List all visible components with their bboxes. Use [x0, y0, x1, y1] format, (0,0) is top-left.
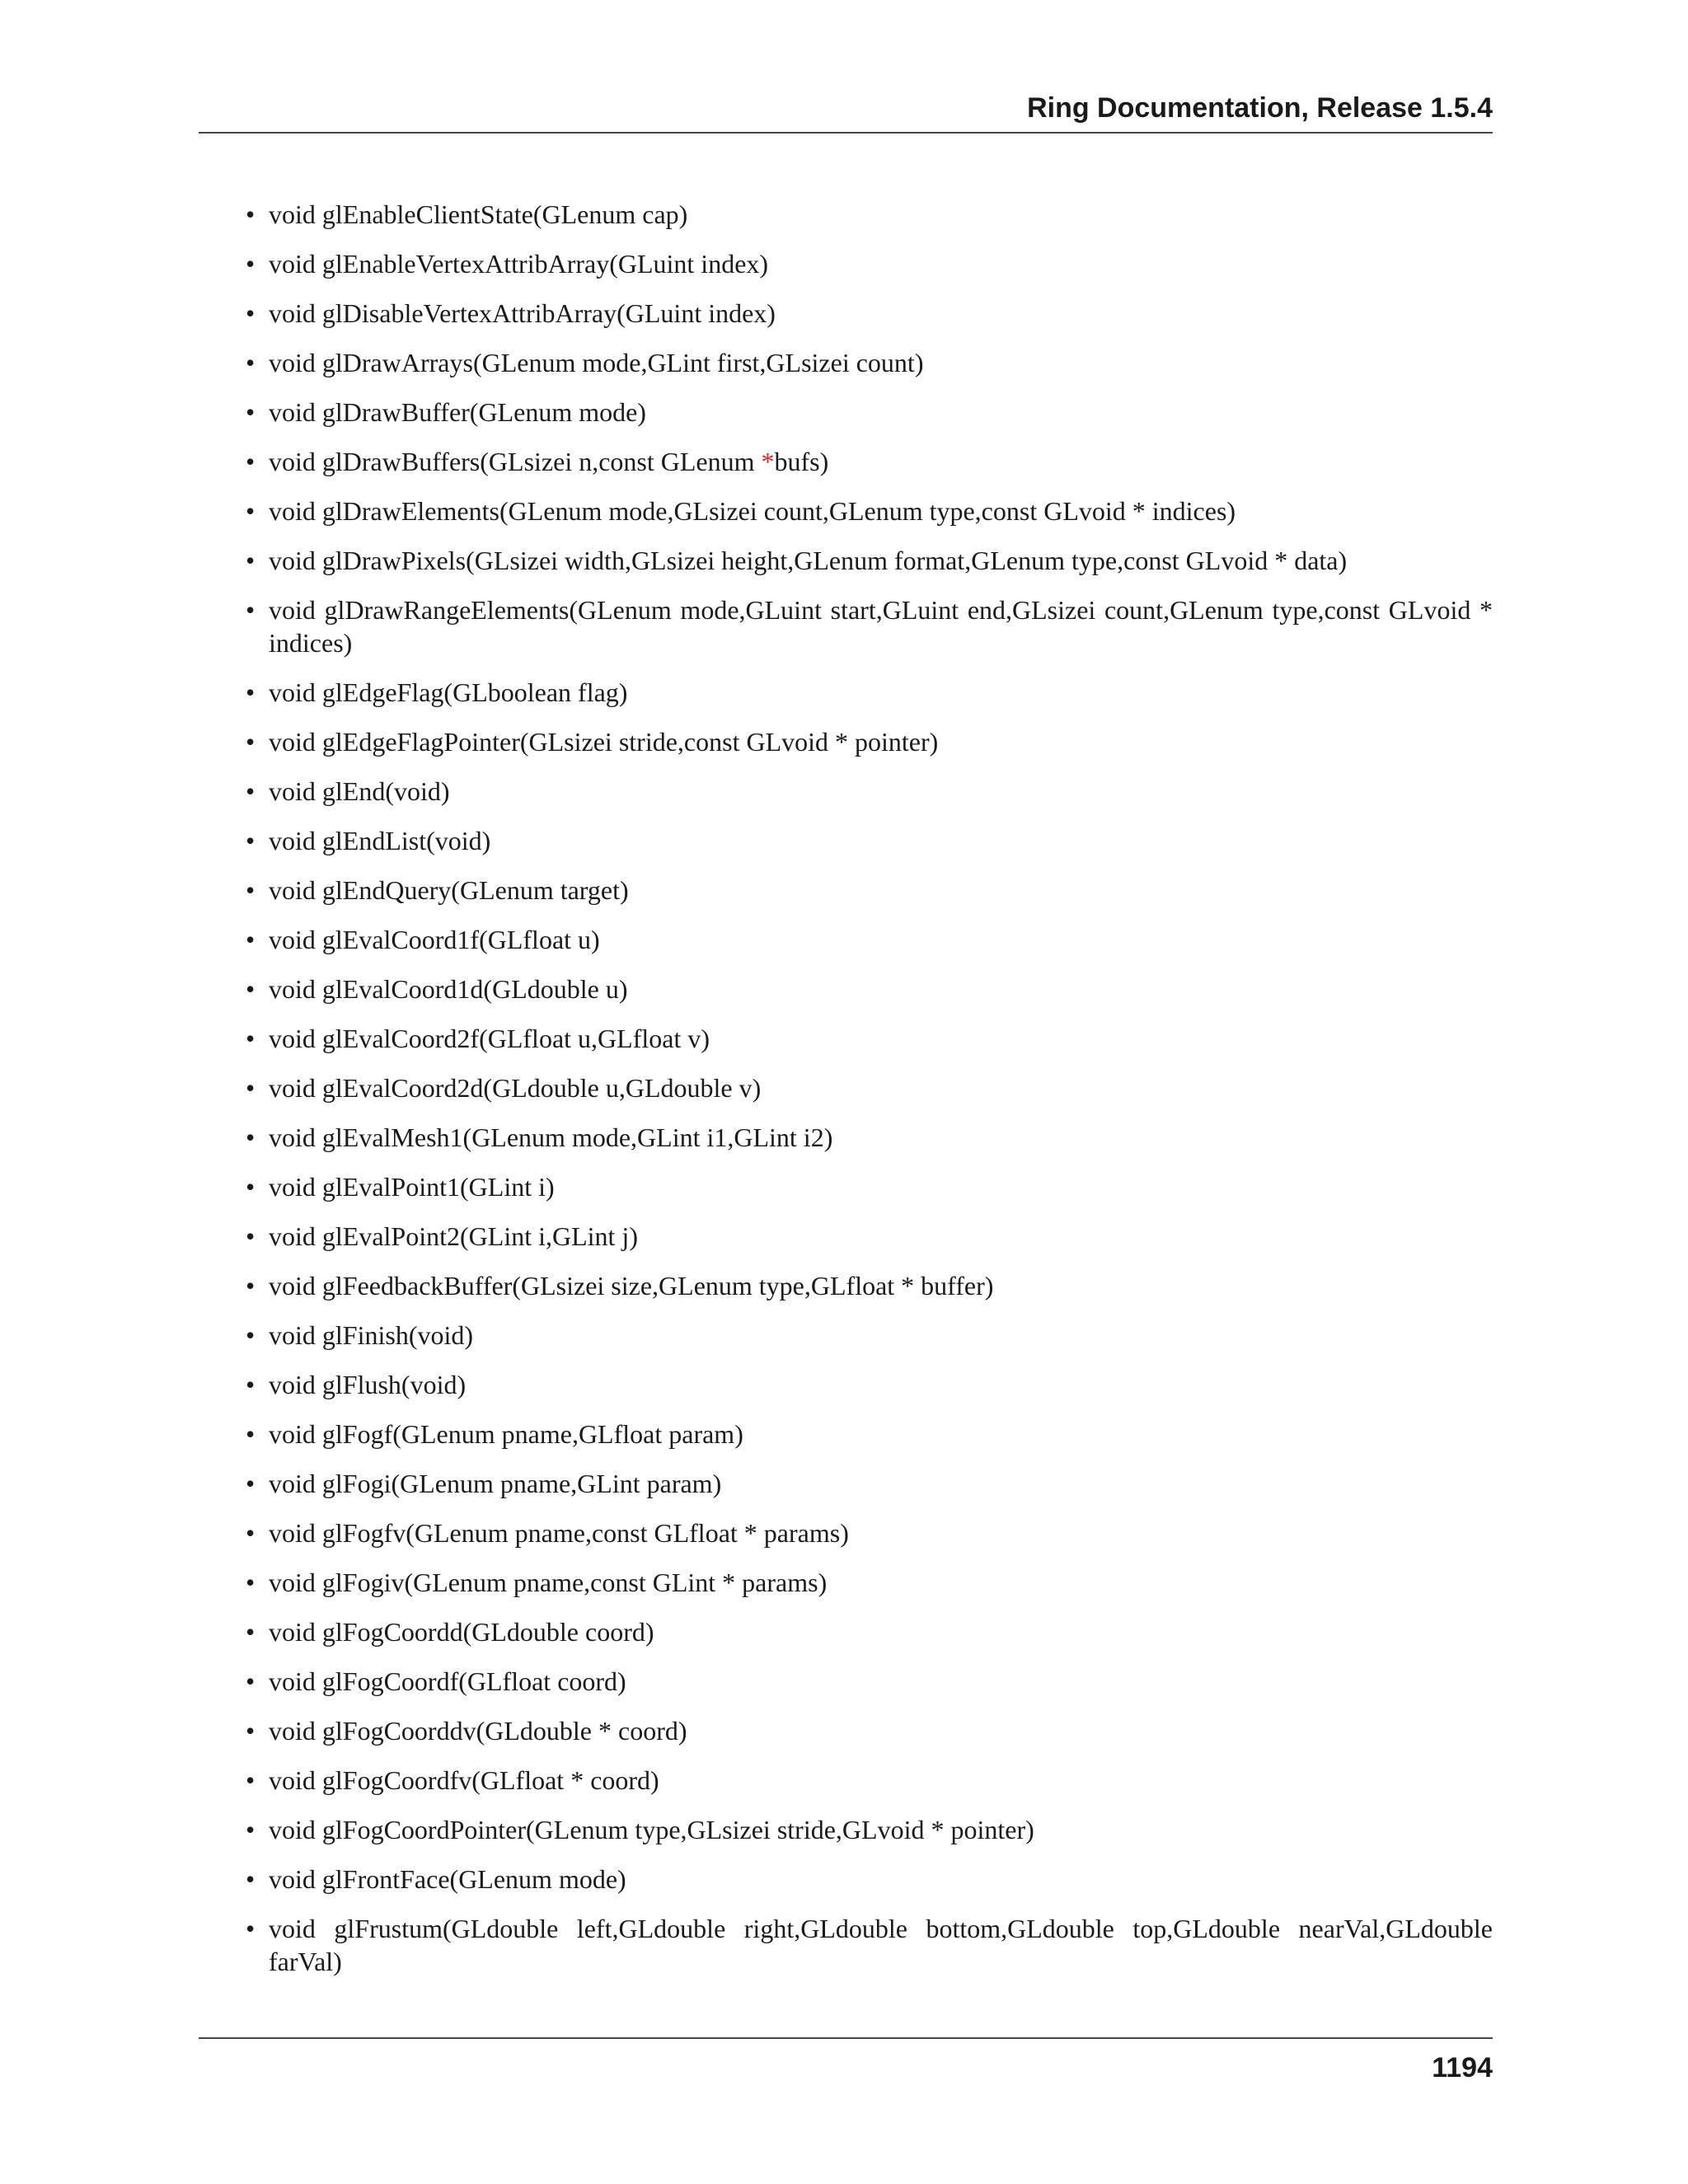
function-signature: void glFogCoordf(GLfloat coord) — [269, 1666, 626, 1696]
bullet-icon: • — [246, 1568, 256, 1597]
function-signature: void glFrontFace(GLenum mode) — [269, 1864, 626, 1894]
function-item — [239, 725, 1493, 758]
bullet-icon: • — [246, 1172, 256, 1202]
bullet-icon: • — [246, 875, 256, 905]
function-item — [239, 544, 1493, 577]
function-signature: void glFogCoorddv(GLdouble * coord) — [269, 1716, 687, 1746]
function-signature: void glEvalPoint1(GLint i) — [269, 1172, 555, 1202]
function-signature: void glEvalCoord2f(GLfloat u,GLfloat v) — [269, 1024, 710, 1053]
function-signature: void glEndQuery(GLenum target) — [269, 875, 629, 905]
pointer-asterisk: * — [761, 447, 775, 476]
bullet-icon: • — [246, 727, 256, 757]
page-footer — [199, 2037, 1493, 2083]
function-item — [239, 1071, 1493, 1104]
bullet-icon: • — [246, 298, 256, 328]
function-signature-rest: bufs) — [774, 447, 829, 476]
bullet-icon: • — [246, 677, 256, 707]
bullet-icon: • — [246, 974, 256, 1004]
document-title: Ring Documentation, Release 1.5.4 — [1027, 92, 1493, 124]
function-item — [239, 1170, 1493, 1203]
function-signature: void glDisableVertexAttribArray(GLuint index) — [269, 298, 776, 328]
function-item — [239, 247, 1493, 280]
page-header — [199, 89, 1493, 134]
page-number: 1194 — [1432, 2052, 1493, 2083]
function-item — [239, 1368, 1493, 1401]
function-item — [239, 396, 1493, 429]
bullet-icon: • — [246, 1518, 256, 1548]
function-item — [239, 1121, 1493, 1154]
function-item — [239, 1516, 1493, 1549]
function-signature: void glEvalCoord1d(GLdouble u) — [269, 974, 628, 1004]
function-signature: void glDrawRangeElements(GLenum mode,GLuint start,GLuint end,GLsizei count,GLenum type,const GLvoid * indices) — [269, 595, 1493, 658]
function-signature: void glEnableVertexAttribArray(GLuint index) — [269, 249, 769, 279]
bullet-icon: • — [246, 1221, 256, 1251]
bullet-icon: • — [246, 1815, 256, 1844]
function-item — [239, 1863, 1493, 1896]
function-item — [239, 1319, 1493, 1352]
function-signature: void glFogi(GLenum pname,GLint param) — [269, 1469, 722, 1498]
function-signature: void glFeedbackBuffer(GLsizei size,GLenum type,GLfloat * buffer) — [269, 1271, 994, 1301]
function-signature: void glFogCoordfv(GLfloat * coord) — [269, 1765, 659, 1795]
function-signature: void glEnableClientState(GLenum cap) — [269, 199, 688, 229]
bullet-icon: • — [246, 826, 256, 855]
bullet-icon: • — [246, 496, 256, 526]
function-item — [239, 198, 1493, 231]
bullet-icon: • — [246, 447, 256, 476]
bullet-icon: • — [246, 1864, 256, 1894]
bullet-icon: • — [246, 776, 256, 806]
function-signature: void glDrawPixels(GLsizei width,GLsizei height,GLenum format,GLenum type,const GLvoid * data) — [269, 546, 1348, 575]
function-item — [239, 1813, 1493, 1846]
function-item — [239, 593, 1493, 659]
function-item — [239, 1665, 1493, 1698]
bullet-icon: • — [246, 595, 256, 625]
function-signature: void glEvalMesh1(GLenum mode,GLint i1,GLint i2) — [269, 1122, 833, 1152]
function-signature: void glFogCoordd(GLdouble coord) — [269, 1617, 654, 1647]
function-signature: void glFogfv(GLenum pname,const GLfloat * params) — [269, 1518, 849, 1548]
function-signature: void glDrawElements(GLenum mode,GLsizei count,GLenum type,const GLvoid * indices) — [269, 496, 1236, 526]
function-item — [239, 676, 1493, 709]
bullet-icon: • — [246, 546, 256, 575]
function-list-section — [239, 198, 1493, 1994]
function-signature: void glDrawBuffers(GLsizei n,const GLenum — [269, 447, 762, 476]
function-item — [239, 1566, 1493, 1599]
function-item — [239, 1764, 1493, 1797]
bullet-icon: • — [246, 1716, 256, 1746]
bullet-icon: • — [246, 1666, 256, 1696]
function-item — [239, 923, 1493, 956]
bullet-icon: • — [246, 397, 256, 427]
bullet-icon: • — [246, 1024, 256, 1053]
function-item — [239, 1022, 1493, 1055]
function-signature: void glEdgeFlag(GLboolean flag) — [269, 677, 628, 707]
function-signature: void glEvalCoord1f(GLfloat u) — [269, 925, 600, 954]
bullet-icon: • — [246, 1765, 256, 1795]
function-item — [239, 1220, 1493, 1253]
bullet-icon: • — [246, 1914, 256, 1943]
function-item — [239, 1418, 1493, 1451]
bullet-icon: • — [246, 1073, 256, 1103]
function-signature: void glFrustum(GLdouble left,GLdouble right,GLdouble bottom,GLdouble top,GLdouble nearVal,GLdouble farVal) — [269, 1914, 1493, 1976]
function-signature: void glFogCoordPointer(GLenum type,GLsizei stride,GLvoid * pointer) — [269, 1815, 1034, 1844]
function-item — [239, 1714, 1493, 1747]
function-item — [239, 494, 1493, 527]
function-item — [239, 775, 1493, 808]
function-item — [239, 1467, 1493, 1500]
function-signature: void glFogf(GLenum pname,GLfloat param) — [269, 1419, 743, 1449]
function-item — [239, 1912, 1493, 1978]
bullet-icon: • — [246, 1271, 256, 1301]
function-signature: void glEvalCoord2d(GLdouble u,GLdouble v) — [269, 1073, 762, 1103]
function-signature: void glEvalPoint2(GLint i,GLint j) — [269, 1221, 638, 1251]
bullet-icon: • — [246, 925, 256, 954]
function-signature: void glDrawBuffer(GLenum mode) — [269, 397, 646, 427]
function-item — [239, 874, 1493, 907]
bullet-icon: • — [246, 348, 256, 377]
function-list — [239, 198, 1493, 1978]
bullet-icon: • — [246, 1419, 256, 1449]
bullet-icon: • — [246, 1469, 256, 1498]
function-item — [239, 346, 1493, 379]
function-signature: void glFogiv(GLenum pname,const GLint * params) — [269, 1568, 828, 1597]
function-signature: void glFlush(void) — [269, 1370, 467, 1399]
bullet-icon: • — [246, 1122, 256, 1152]
function-item — [239, 972, 1493, 1005]
function-item — [239, 1269, 1493, 1302]
bullet-icon: • — [246, 1617, 256, 1647]
function-signature: void glEdgeFlagPointer(GLsizei stride,const GLvoid * pointer) — [269, 727, 939, 757]
function-signature: void glFinish(void) — [269, 1320, 474, 1350]
function-signature: void glEnd(void) — [269, 776, 450, 806]
bullet-icon: • — [246, 1320, 256, 1350]
function-item — [239, 824, 1493, 857]
function-signature: void glEndList(void) — [269, 826, 491, 855]
bullet-icon: • — [246, 199, 256, 229]
function-item — [239, 1615, 1493, 1648]
function-signature: void glDrawArrays(GLenum mode,GLint first,GLsizei count) — [269, 348, 924, 377]
bullet-icon: • — [246, 1370, 256, 1399]
function-item — [239, 445, 1493, 478]
function-item — [239, 297, 1493, 330]
bullet-icon: • — [246, 249, 256, 279]
